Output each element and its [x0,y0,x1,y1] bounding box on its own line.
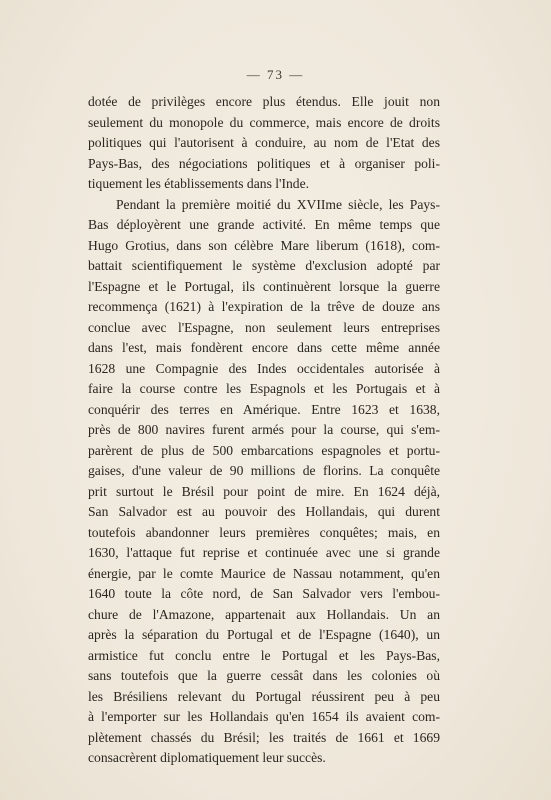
text-line: gaises, d'une valeur de 90 millions de florins. La conquête [88,463,440,478]
text-line: tiquement les établissements dans l'Inde. [88,176,310,191]
text-line: les Brésiliens relevant du Portugal réussirent peu à peu [88,688,440,704]
text-line: l'Espagne et le Portugal, ils continuèrent lorsque la guerre [88,278,440,294]
page-number: — 73 — [246,67,305,82]
text-line: dans l'est, mais fondèrent encore dans cette même année [88,340,440,355]
text-line: politiques qui l'autorisent à conduire, au nom de l'Etat des [88,135,440,150]
text-line: chure de l'Amazone, appartenait aux Hollandais. Un an [88,606,440,622]
text-line: recommença (1621) à l'expiration de la trêve de douze ans [88,299,440,314]
text-line: San Salvador est au pouvoir des Hollandais, qui durent [88,504,440,519]
text-line: toutefois abandonner leurs premières conquêtes; mais, en [88,524,440,540]
text-line: consacrèrent diplomatiquement leur succès. [88,750,326,765]
text-line: près de 800 navires furent armés pour la course, qui s'em- [88,422,440,437]
text-line: plètement chassés du Brésil; les traités de 1661 et 1669 [88,729,440,745]
text-line: battait scientifiquement le système d'exclusion adopté par [88,258,440,273]
paragraph-2 [88,195,440,769]
text-line: conclue avec l'Espagne, non seulement leurs entreprises [88,319,440,335]
text-line: 1640 toute la côte nord, de San Salvador vers l'embou- [88,586,440,601]
text-line: à l'emporter sur les Hollandais qu'en 1654 ils avaient com- [88,709,440,724]
text-line: dotée de privilèges encore plus étendus. Elle jouit non [88,94,440,109]
text-line: parèrent de plus de 500 embarcations espagnoles et portu- [88,442,440,458]
text-line: prit surtout le Brésil pour point de mire. En 1624 déjà, [88,483,440,499]
text-line: seulement du monopole du commerce, mais encore de droits [88,114,440,130]
paragraph-1 [88,92,440,195]
text-line: énergie, par le comte Maurice de Nassau notamment, qu'en [88,565,440,581]
text-line: armistice fut conclu entre le Portugal et les Pays-Bas, [88,647,440,663]
text-line: 1630, l'attaque fut reprise et continuée avec une si grande [88,545,440,560]
text-line: conquérir des terres en Amérique. Entre 1623 et 1638, [88,401,440,417]
text-line: sans toutefois que la guerre cessât dans les colonies où [88,668,440,683]
text-line: Bas déployèrent une grande activité. En même temps que [88,217,440,232]
text-line: Pays-Bas, des négociations politiques et à organiser poli- [88,155,440,171]
text-line: 1628 une Compagnie des Indes occidentales autorisée à [88,360,440,376]
page-body [88,92,440,769]
text-line: faire la course contre les Espagnols et les Portugais et à [88,381,440,396]
text-line: Pendant la première moitié du XVIIme siècle, les Pays- [116,196,440,212]
text-line: Hugo Grotius, dans son célèbre Mare liberum (1618), com- [88,237,440,253]
text-line: après la séparation du Portugal et de l'Espagne (1640), un [88,627,440,642]
